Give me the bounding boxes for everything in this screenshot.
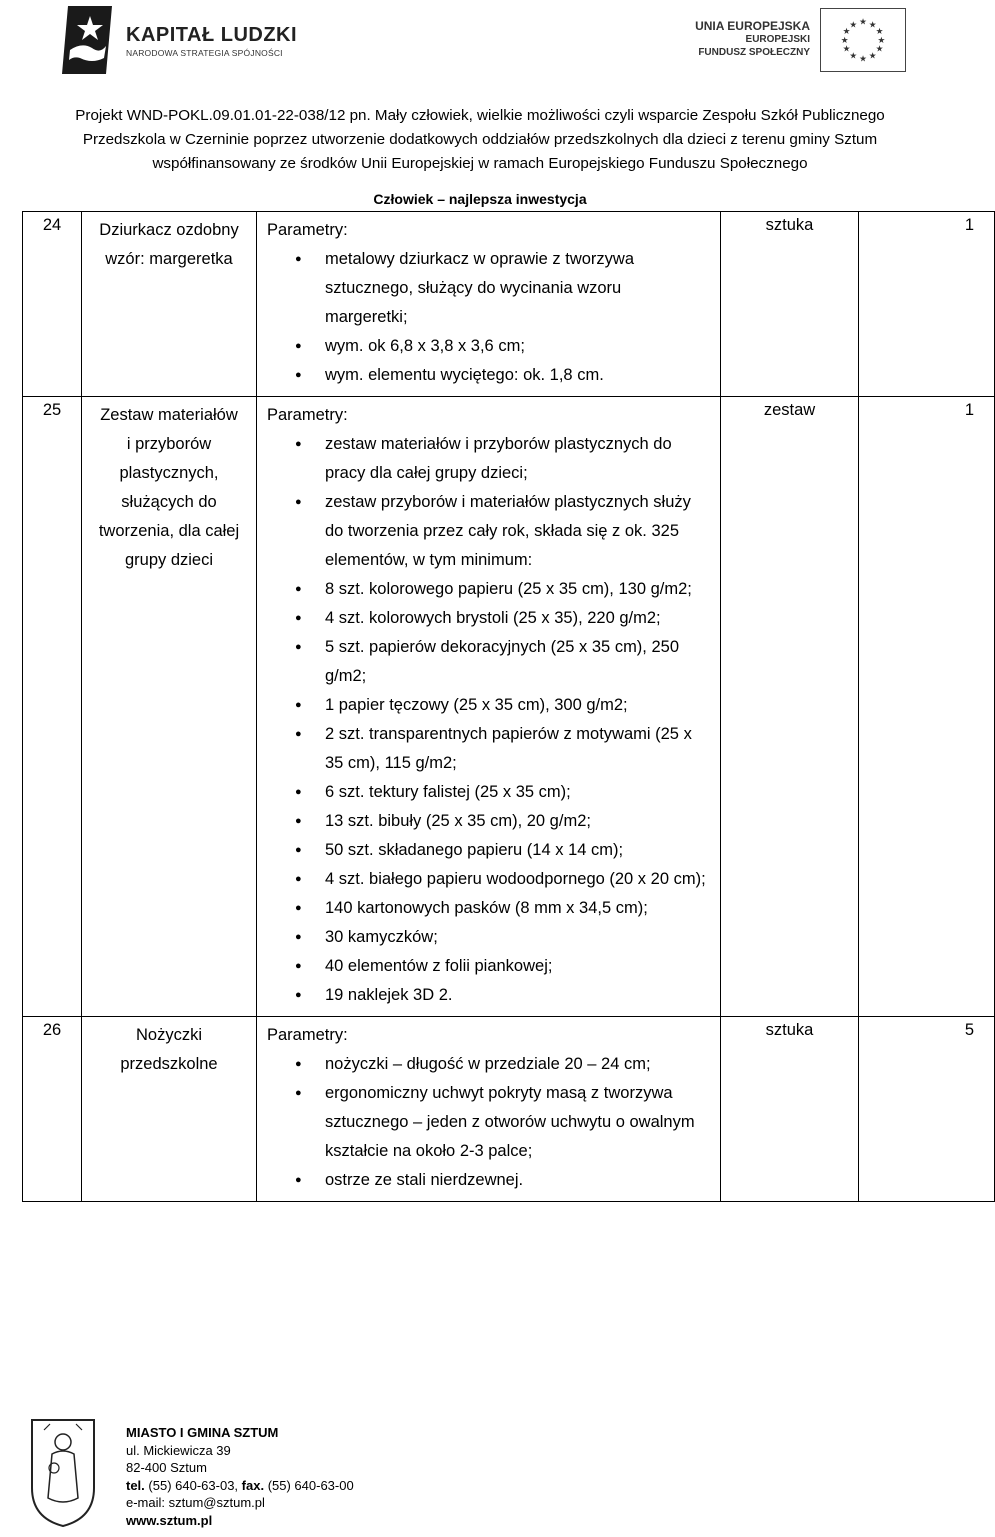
footer-website-link[interactable]: www.sztum.pl — [126, 1512, 213, 1528]
eu-line2: EUROPEJSKI — [745, 34, 810, 45]
list-item: ● wym. elementu wyciętego: ok. 1,8 cm. — [267, 361, 720, 390]
eu-logo-text — [690, 20, 810, 59]
item-spec — [257, 1017, 721, 1202]
eu-line1: UNIA EUROPEJSKA — [695, 19, 810, 33]
list-item: ● zestaw materiałów i przyborów plastycznych do pracy dla całej grupy dzieci; — [267, 430, 720, 488]
eu-line3: FUNDUSZ SPOŁECZNY — [698, 47, 810, 58]
slogan — [0, 191, 960, 207]
item-name-line: Nożyczki — [135, 1026, 202, 1044]
item-unit: sztuka — [721, 1017, 859, 1202]
list-item: ● zestaw przyborów i materiałów plastycznych służy do tworzenia przez cały rok, składa się z ok. 325 elementów, w tym minimum: — [267, 488, 720, 575]
svg-text:★: ★ — [842, 44, 851, 55]
kapital-ludzki-subtitle: NARODOWA STRATEGIA SPÓJNOŚCI — [126, 48, 283, 58]
table-row — [23, 1017, 995, 1202]
item-unit: zestaw — [721, 397, 859, 1017]
kapital-ludzki-title: KAPITAŁ LUDZKI — [126, 24, 298, 46]
footer-postal: 82-400 Sztum — [126, 1460, 207, 1475]
list-item: ● 6 szt. tektury falistej (25 x 35 cm); — [267, 778, 720, 807]
item-name — [82, 397, 257, 1017]
svg-text:★: ★ — [868, 51, 877, 62]
email-value[interactable]: sztum@sztum.pl — [168, 1495, 265, 1510]
table-row — [23, 397, 995, 1017]
list-item: ● 30 kamyczków; — [267, 923, 720, 952]
slogan-part-b: najlepsza inwestycja — [448, 191, 587, 207]
footer-org-name: MIASTO I GMINA SZTUM — [126, 1425, 279, 1440]
table-row — [23, 212, 995, 397]
spec-list — [267, 245, 720, 390]
footer-email — [126, 1494, 354, 1512]
item-name-line: przedszkolne — [120, 1055, 218, 1073]
list-item: ● 8 szt. kolorowego papieru (25 x 35 cm), 130 g/m2; — [267, 575, 720, 604]
list-item: ● ergonomiczny uchwyt pokryty masą z tworzywa sztucznego – jeden z otworów uchwytu o owalnym kształcie na około 2-3 palce; — [267, 1079, 720, 1166]
svg-text:★: ★ — [868, 20, 877, 31]
project-description — [0, 104, 960, 176]
item-name-line: wzór: margeretka — [105, 250, 233, 268]
footer-address — [126, 1424, 354, 1529]
spec-heading: Parametry: — [267, 221, 348, 239]
svg-text:★: ★ — [859, 54, 867, 65]
item-number: 25 — [23, 397, 82, 1017]
slogan-part-a: Człowiek — [373, 191, 434, 207]
item-name-line: i przyborów — [126, 435, 212, 453]
list-item: ● 1 papier tęczowy (25 x 35 cm), 300 g/m2; — [267, 691, 720, 720]
item-name-line: Dziurkacz ozdobny — [99, 221, 239, 239]
svg-text:★: ★ — [875, 27, 884, 38]
footer-phone — [126, 1477, 354, 1495]
svg-text:★: ★ — [842, 27, 851, 38]
list-item: ● 2 szt. transparentnych papierów z motywami (25 x 35 cm), 115 g/m2; — [267, 720, 720, 778]
eu-flag-icon — [820, 8, 906, 72]
list-item: ● 40 elementów z folii piankowej; — [267, 952, 720, 981]
kapital-ludzki-logo — [62, 6, 302, 76]
item-spec — [257, 212, 721, 397]
item-name-line: służących do — [121, 493, 217, 511]
items-table — [22, 211, 995, 1202]
item-number: 26 — [23, 1017, 82, 1202]
item-name-line: Zestaw materiałów — [100, 406, 238, 424]
list-item: ● 5 szt. papierów dekoracyjnych (25 x 35 cm), 250 g/m2; — [267, 633, 720, 691]
fax-label: fax. — [241, 1477, 265, 1493]
sztum-crest-icon — [30, 1418, 96, 1528]
project-line-2: Przedszkola w Czerninie poprzez utworzenie dodatkowych oddziałów przedszkolnych dla dzieci z terenu gminy Sztum — [82, 131, 878, 148]
svg-text:★: ★ — [859, 17, 867, 28]
svg-text:★: ★ — [849, 51, 858, 62]
fax-value: (55) 640-63-00 — [267, 1477, 354, 1493]
slogan-dash: – — [437, 191, 445, 207]
item-name-line: tworzenia, dla całej — [98, 522, 240, 540]
list-item: ● metalowy dziurkacz w oprawie z tworzywa sztucznego, służący do wycinania wzoru margeretki; — [267, 245, 720, 332]
item-name — [82, 212, 257, 397]
svg-text:★: ★ — [840, 35, 849, 46]
project-line-3: współfinansowany ze środków Unii Europejskiej w ramach Europejskiego Funduszu Społecznego — [152, 155, 808, 172]
list-item: ● wym. ok 6,8 x 3,8 x 3,6 cm; — [267, 332, 720, 361]
item-quantity: 1 — [859, 212, 995, 397]
item-number: 24 — [23, 212, 82, 397]
item-name — [82, 1017, 257, 1202]
list-item: ● 50 szt. składanego papieru (14 x 14 cm); — [267, 836, 720, 865]
kapital-ludzki-emblem-icon — [62, 6, 112, 74]
spec-heading: Parametry: — [267, 406, 348, 424]
item-name-line: grupy dzieci — [124, 551, 214, 569]
project-line-1: Projekt WND-POKL.09.01.01-22-038/12 pn. Mały człowiek, wielkie możliwości czyli wsparcie Zespołu Szkół Publicznego — [75, 107, 885, 124]
tel-label: tel. — [126, 1477, 145, 1493]
list-item: ● 4 szt. białego papieru wodoodpornego (20 x 20 cm); — [267, 865, 720, 894]
email-label: e-mail: — [126, 1495, 166, 1510]
item-spec — [257, 397, 721, 1017]
svg-text:★: ★ — [875, 44, 884, 55]
svg-text:★: ★ — [849, 20, 858, 31]
list-item: ● nożyczki – długość w przedziale 20 – 24 cm; — [267, 1050, 720, 1079]
item-name-line: plastycznych, — [119, 464, 219, 482]
eu-logo — [690, 6, 920, 76]
spec-heading: Parametry: — [267, 1026, 348, 1044]
list-item: ● 19 naklejek 3D 2. — [267, 981, 720, 1010]
list-item: ● 13 szt. bibuły (25 x 35 cm), 20 g/m2; — [267, 807, 720, 836]
svg-text:★: ★ — [877, 35, 886, 46]
spec-list — [267, 430, 720, 1010]
list-item: ● 4 szt. kolorowych brystoli (25 x 35), 220 g/m2; — [267, 604, 720, 633]
footer-street: ul. Mickiewicza 39 — [126, 1442, 231, 1458]
item-quantity: 5 — [859, 1017, 995, 1202]
list-item: ● ostrze ze stali nierdzewnej. — [267, 1166, 720, 1195]
tel-value: (55) 640-63-03, — [148, 1477, 239, 1493]
list-item: ● 140 kartonowych pasków (8 mm x 34,5 cm); — [267, 894, 720, 923]
item-quantity: 1 — [859, 397, 995, 1017]
item-unit: sztuka — [721, 212, 859, 397]
spec-list — [267, 1050, 720, 1195]
